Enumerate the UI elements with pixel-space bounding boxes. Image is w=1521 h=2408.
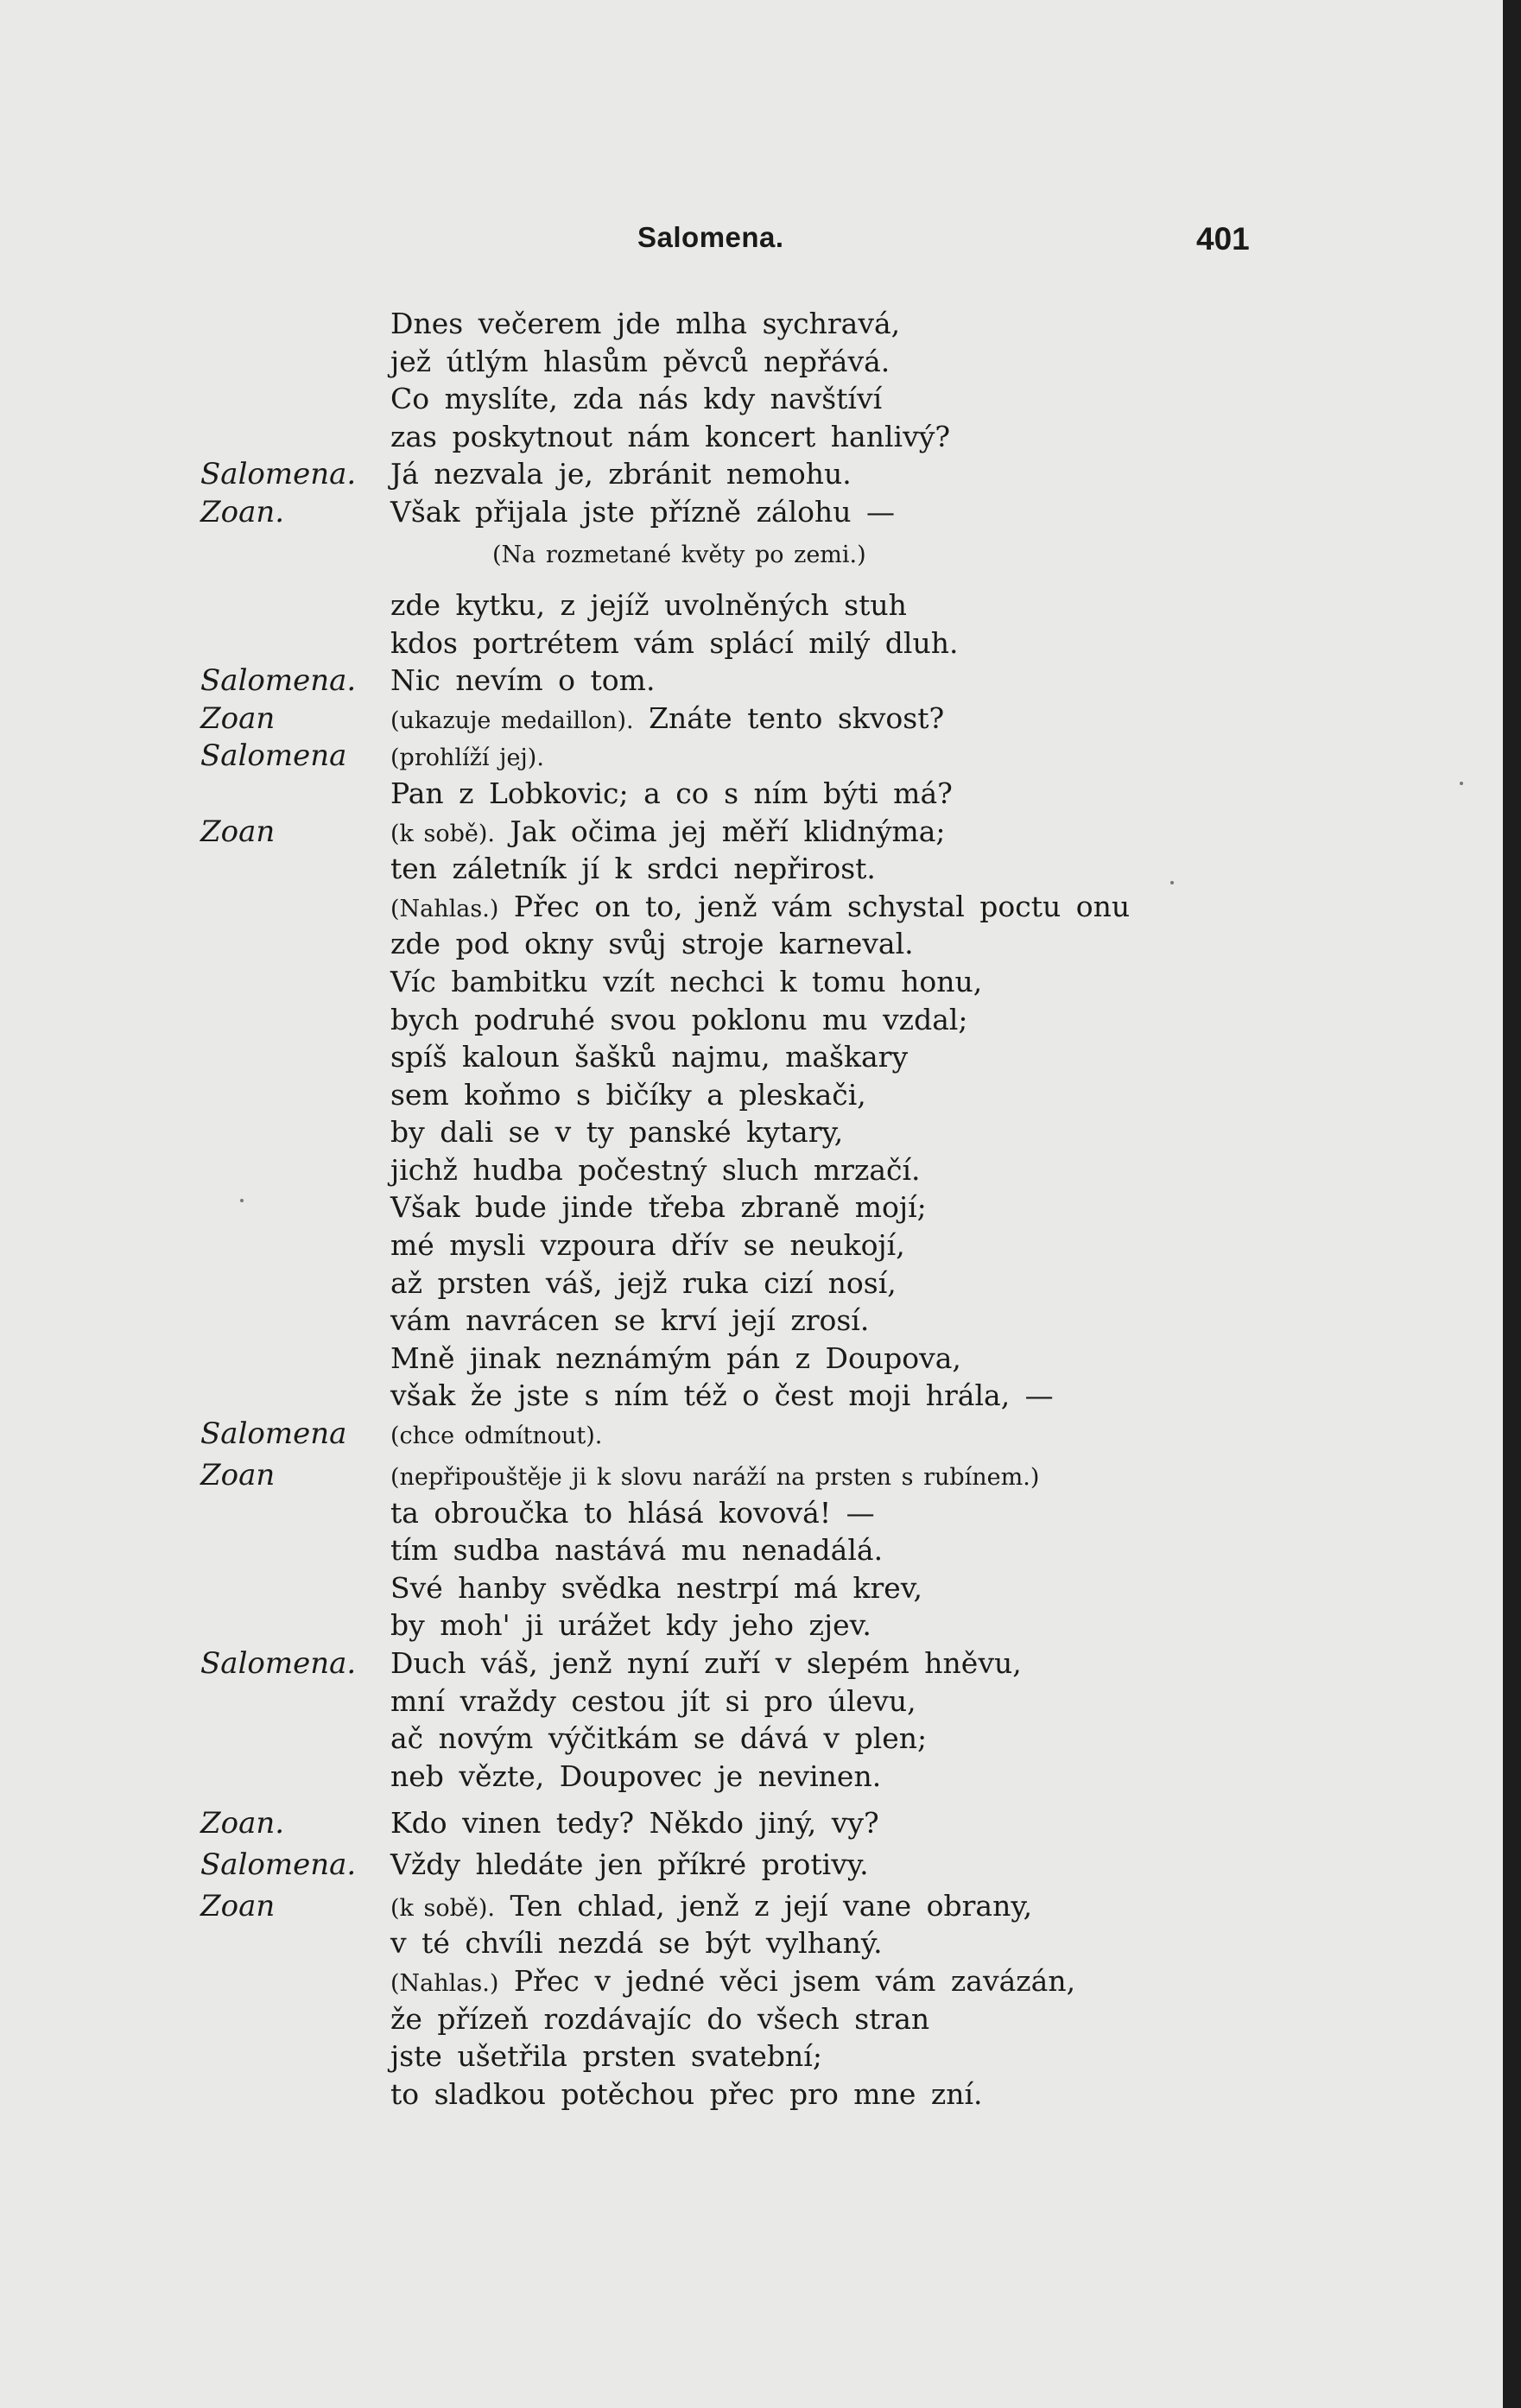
verse-line: bych podruhé svou poklonu mu vzdal; xyxy=(390,1002,968,1036)
paper-speck xyxy=(1170,881,1174,884)
speaker-name: Zoan xyxy=(200,1888,276,1923)
stage-direction: (Na rozmetané květy po zemi.) xyxy=(492,541,866,568)
verse-line: Salomena. Nic nevím o tom. xyxy=(200,663,656,699)
verse-line: ač novým výčitkám se dává v plen; xyxy=(390,1721,928,1756)
stage-direction: (k sobě). xyxy=(390,820,495,847)
stage-direction: (ukazuje medaillon). xyxy=(390,707,634,734)
speaker-name: Zoan xyxy=(200,1458,276,1493)
speaker-name: Salomena. xyxy=(200,1847,357,1882)
verse-line: Zoan (ukazuje medaillon). Znáte tento skvost? xyxy=(200,700,945,736)
verse-line: Salomena. Já nezvala je, zbránit nemohu. xyxy=(200,457,852,492)
verse-line: neb vězte, Doupovec je nevinen. xyxy=(390,1758,882,1793)
verse-line: jež útlým hlasům pěvců nepřává. xyxy=(390,344,890,378)
speaker-name: Zoan xyxy=(200,700,276,736)
verse-line: by moh' ji urážet kdy jeho zjev. xyxy=(390,1608,871,1643)
verse-line: Dnes večerem jde mlha sychravá, xyxy=(390,307,901,340)
verse-line: to sladkou potěchou přec pro mne zní. xyxy=(390,2076,983,2111)
stage-direction: (k sobě). xyxy=(390,1894,495,1922)
verse-line: Zoan (k sobě). Ten chlad, jenž z její vane obrany, xyxy=(200,1888,1033,1923)
verse-line: Salomena. Vždy hledáte jen příkré protivy. xyxy=(200,1847,869,1882)
page-number: 401 xyxy=(1196,221,1250,257)
verse-line: Salomena. Duch váš, jenž nyní zuří v slepém hněvu, xyxy=(200,1646,1022,1681)
stage-direction: (chce odmítnout). xyxy=(390,1423,603,1450)
verse-line: Své hanby svědka nestrpí má krev, xyxy=(390,1570,922,1605)
stage-direction: (prohlíží jej). xyxy=(390,745,544,772)
stage-direction: (Nahlas.) xyxy=(390,1969,499,1997)
paper-speck xyxy=(1460,782,1463,785)
verse-line: však že jste s ním též o čest moji hrála, — xyxy=(390,1378,1054,1413)
speaker-name: Zoan. xyxy=(200,494,285,529)
verse-line: sem koňmo s bičíky a pleskači, xyxy=(390,1077,866,1112)
verse-line: Zoan. Kdo vinen tedy? Někdo jiný, vy? xyxy=(200,1805,879,1841)
speaker-name: Zoan. xyxy=(200,1805,285,1841)
verse-line: Víc bambitku vzít nechci k tomu honu, xyxy=(390,964,983,998)
verse-line xyxy=(0,1458,1503,1496)
verse-line: jichž hudba počestný sluch mrzačí. xyxy=(390,1152,921,1187)
verse-line: v té chvíli nezdá se být vylhaný. xyxy=(390,1926,883,1961)
verse-line: kdos portrétem vám splácí milý dluh. xyxy=(390,625,959,660)
verse-line: Zoan (k sobě). Jak očima jej měří klidnýma; xyxy=(200,814,946,849)
stage-direction: (nepřipouštěje ji k slovu naráží na prsten s rubínem.) xyxy=(390,1464,1040,1492)
verse-line: Mně jinak neznámým pán z Doupova, xyxy=(390,1340,961,1375)
verse-line: až prsten váš, jejž ruka cizí nosí, xyxy=(390,1265,897,1300)
verse-line: Zoan. Však přijala jste přízně zálohu — xyxy=(200,494,896,529)
speaker-name: Salomena xyxy=(200,1416,347,1452)
stage-direction: (Nahlas.) xyxy=(390,895,499,922)
verse-line: ta obroučka to hlásá kovová! — xyxy=(390,1495,875,1530)
verse-line: jste ušetřila prsten svatební; xyxy=(390,2039,822,2074)
verse-line: mní vraždy cestou jít si pro úlevu, xyxy=(390,1683,916,1718)
verse-line: vám navrácen se krví její zrosí. xyxy=(390,1303,870,1338)
verse-line: tím sudba nastává mu nenadálá. xyxy=(390,1533,884,1568)
speaker-name: Salomena. xyxy=(200,457,357,492)
verse-line: Však bude jinde třeba zbraně mojí; xyxy=(390,1190,927,1225)
verse-line: (Nahlas.) Přec v jedné věci jsem vám zavázán, xyxy=(390,1963,1076,1998)
verse-line xyxy=(0,738,1503,776)
verse-line: zde kytku, z jejíž uvolněných stuh xyxy=(390,587,907,622)
verse-line: zas poskytnout nám koncert hanlivý? xyxy=(390,419,951,453)
verse-line: by dali se v ty panské kytary, xyxy=(390,1115,844,1150)
verse-line: Co myslíte, zda nás kdy navštíví xyxy=(390,382,883,416)
speaker-name: Zoan xyxy=(200,814,276,849)
running-title: Salomena. xyxy=(637,221,784,253)
verse-line: zde pod okny svůj stroje karneval. xyxy=(390,927,914,961)
speaker-name: Salomena. xyxy=(200,663,357,699)
paper-speck xyxy=(240,1199,244,1202)
verse-line xyxy=(0,1416,1503,1458)
speaker-name: Salomena xyxy=(200,738,347,774)
page-edge-shadow xyxy=(1503,0,1521,2408)
verse-line: (Nahlas.) Přec on to, jenž vám schystal poctu onu xyxy=(390,889,1131,923)
verse-line: že přízeň rozdávajíc do všech stran xyxy=(390,2001,930,2036)
verse-line: mé mysli vzpoura dřív se neukojí, xyxy=(390,1228,905,1263)
verse-line: spíš kaloun šašků najmu, maškary xyxy=(390,1040,909,1074)
verse-line: ten záletník jí k srdci nepřirost. xyxy=(390,852,876,886)
verse-line: Pan z Lobkovic; a co s ním býti má? xyxy=(390,776,953,810)
speaker-name: Salomena. xyxy=(200,1646,357,1681)
dialogue-text xyxy=(0,307,1503,2114)
